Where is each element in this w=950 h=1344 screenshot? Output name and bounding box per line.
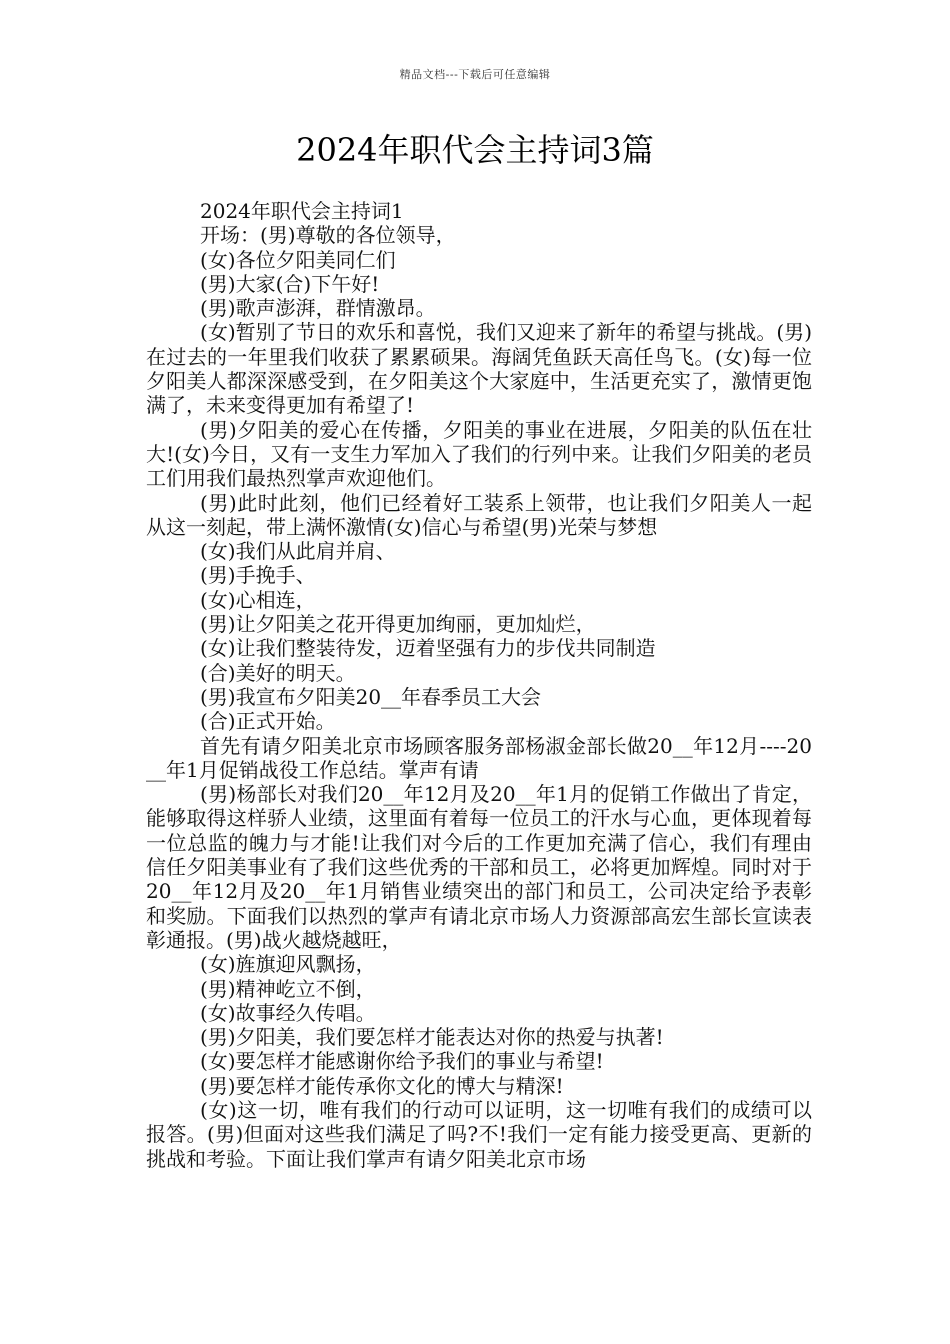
paragraph: (合)美好的明天。	[200, 660, 356, 685]
paragraph: (男)我宣布夕阳美20__年春季员工大会	[200, 684, 542, 709]
paragraph: (女)要怎样才能感谢你给予我们的事业与希望!	[200, 1049, 604, 1074]
paragraph: (女)我们从此肩并肩、	[200, 539, 396, 564]
paragraph: (女)故事经久传唱。	[200, 1000, 376, 1025]
paragraph: (男)手挽手、	[200, 563, 316, 588]
paragraph: (女)暂别了节日的欢乐和喜悦，我们又迎来了新年的希望与挑战。(男)在过去的一年里我们收获了累累硕果。海阔凭鱼跃天高任鸟飞。(女)每一位夕阳美人都深深感受到，在夕阳美这个大家庭中，生活更充实了，激情更饱满了，未来变得更加有希望了!	[146, 320, 812, 418]
paragraph: (男)让夕阳美之花开得更加绚丽，更加灿烂，	[200, 612, 596, 637]
paragraph: (男)精神屹立不倒，	[200, 976, 376, 1001]
paragraph: (男)大家(合)下午好!	[200, 271, 380, 296]
paragraph: (女)让我们整装待发，迈着坚强有力的步伐共同制造	[200, 636, 656, 661]
paragraph: (合)正式开始。	[200, 709, 336, 734]
paragraph: (女)心相连，	[200, 587, 316, 612]
paragraph: 2024年职代会主持词1	[200, 199, 404, 223]
paragraph: (男)夕阳美，我们要怎样才能表达对你的热爱与执著!	[200, 1025, 664, 1050]
paragraph: (女)旌旗迎风飘扬，	[200, 952, 376, 977]
paragraph: 首先有请夕阳美北京市场顾客服务部杨淑金部长做20__年12月----20__年1月促销战役工作总结。掌声有请	[146, 733, 812, 782]
paragraph: (女)各位夕阳美同仁们	[200, 247, 396, 272]
paragraph: (男)要怎样才能传承你文化的博大与精深!	[200, 1073, 564, 1098]
document-body	[146, 199, 812, 1171]
header-note: 精品文档---下载后可任意编辑	[399, 68, 551, 81]
paragraph: (男)夕阳美的爱心在传播，夕阳美的事业在进展，夕阳美的队伍在壮大!(女)今日，又有一支生力军加入了我们的行列中来。让我们夕阳美的老员工们用我们最热烈掌声欢迎他们。	[146, 417, 812, 491]
paragraph: (男)歌声澎湃，群情激昂。	[200, 296, 436, 321]
paragraph: 开场：(男)尊敬的各位领导，	[200, 223, 456, 248]
document-title: 2024年职代会主持词3篇	[296, 131, 654, 169]
paragraph: (男)此时此刻，他们已经着好工装系上领带，也让我们夕阳美人一起从这一刻起，带上满怀激情(女)信心与希望(男)光荣与梦想	[146, 490, 812, 539]
paragraph: (男)杨部长对我们20__年12月及20__年1月的促销工作做出了肯定，能够取得这样骄人业绩，这里面有着每一位员工的汗水与心血，更体现着每一位总监的魄力与才能!让我们对今后的工作更加充满了信心，我们有理由信任夕阳美事业有了我们这些优秀的干部和员工，必将更加辉煌。同时对于20__年12月及20__年1月销售业绩突出的部门和员工，公司决定给予表彰和奖励。下面我们以热烈的掌声有请北京市场人力资源部高宏生部长宣读表彰通报。(男)战火越烧越旺，	[146, 782, 812, 952]
paragraph: (女)这一切，唯有我们的行动可以证明，这一切唯有我们的成绩可以报答。(男)但面对这些我们满足了吗?不!我们一定有能力接受更高、更新的挑战和考验。下面让我们掌声有请夕阳美北京市场	[146, 1097, 812, 1171]
